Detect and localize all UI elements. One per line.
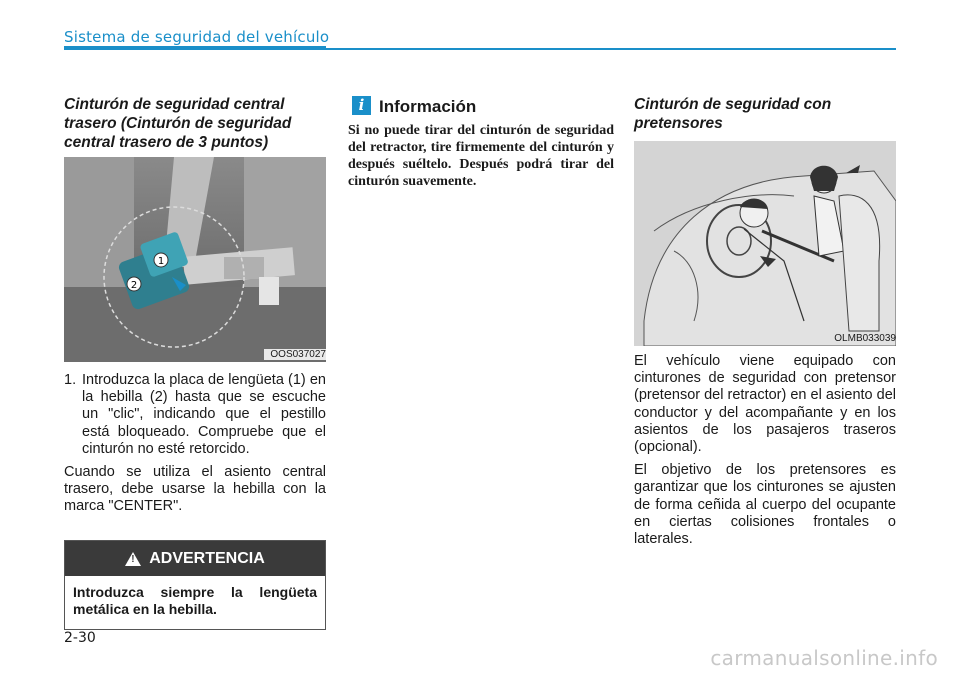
header-rule-thin — [326, 48, 896, 50]
pretensioner-illustration — [634, 141, 896, 346]
list-text: Introduzca la placa de lengüeta (1) en la hebilla (2) hasta que se escuche un "clic", indicando que el pestillo está bloqueado. Compruebe que el cinturón no esté retorcido. — [82, 372, 326, 457]
seat-belt-buckle-illustration — [64, 157, 326, 362]
left-section-title: Cinturón de seguridad central trasero (Cinturón de seguridad central trasero de 3 puntos) — [64, 96, 292, 151]
list-number: 1. — [64, 372, 77, 388]
watermark: carmanualsonline.info — [710, 646, 938, 670]
pretensioner-photo — [634, 141, 896, 346]
warning-title: ADVERTENCIA — [149, 549, 265, 567]
left-photo-code: OOS037027 — [264, 349, 326, 360]
warning-text: Introduzca siempre la lengüeta metálica en la hebilla. — [73, 584, 317, 617]
left-paragraph: Cuando se utiliza el asiento central trasero, debe usarse la hebilla con la marca "CENTER". — [64, 464, 326, 515]
seat-belt-photo — [64, 157, 326, 362]
header-title: Sistema de seguridad del vehículo — [64, 28, 330, 46]
photo-label-2: 2 — [130, 280, 138, 291]
info-icon: i — [352, 96, 371, 115]
info-text: Si no puede tirar del cinturón de seguridad del retractor, tire firmemente del cinturón y después suéltelo. Después podrá tirar del cinturón suavemente. — [348, 123, 614, 189]
header-rule-thick — [64, 46, 326, 50]
info-title: Información — [379, 97, 477, 116]
right-paragraph-2: El objetivo de los pretensores es garantizar que los cinturones se ajusten de forma ceñida al cuerpo del ocupante en ciertas colisiones frontales o laterales. — [634, 462, 896, 548]
photo-label-1: 1 — [157, 256, 165, 267]
right-body — [634, 353, 896, 554]
warning-triangle-icon — [125, 552, 141, 566]
right-section-title: Cinturón de seguridad con pretensores — [634, 96, 832, 132]
warning-box — [64, 540, 326, 630]
right-paragraph-1: El vehículo viene equipado con cinturones de seguridad con pretensor (pretensor del retractor) en el asiento del conductor y del acompañante y en los asientos de los pasajeros traseros (opcional). — [634, 353, 896, 456]
warning-header — [65, 541, 325, 576]
left-body — [64, 372, 326, 522]
page-number: 2-30 — [64, 630, 96, 646]
right-photo-code: OLMB033039 — [834, 333, 896, 344]
list-item — [64, 372, 326, 458]
